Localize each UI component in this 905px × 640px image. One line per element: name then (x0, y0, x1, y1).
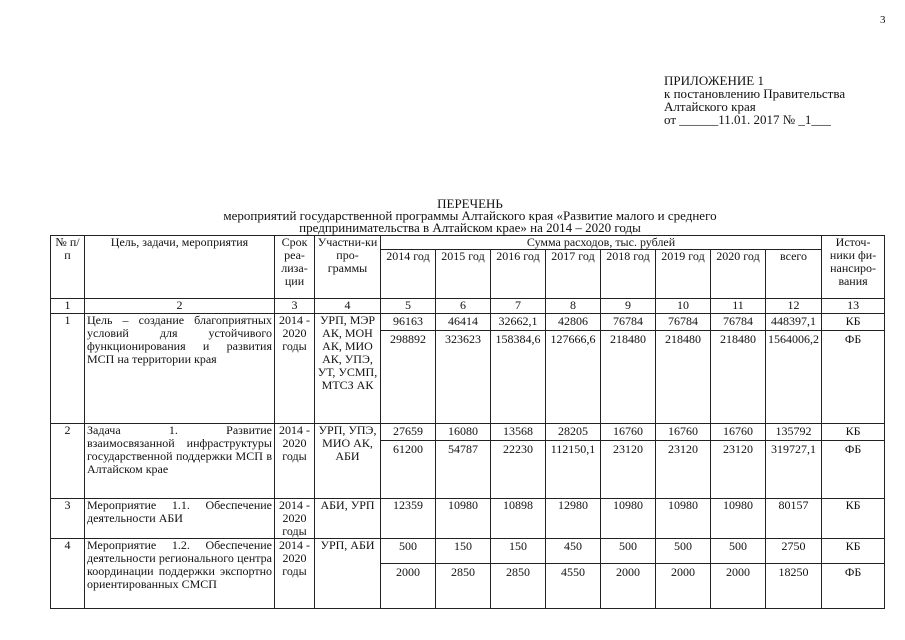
row-number: 4 (51, 539, 85, 609)
amount-kb: 10980 (436, 499, 491, 539)
amount-kb: 10980 (711, 499, 766, 539)
amount-cell (491, 314, 546, 424)
amount-fb: 2000 (616, 565, 640, 579)
row-number: 1 (51, 314, 85, 424)
amount-kb: 32662,1 (491, 314, 545, 331)
row-participants: УРП, УПЭ, МИО АК, АБИ (315, 424, 381, 499)
column-number: 5 (381, 299, 436, 314)
amount-fb: 61200 (393, 442, 423, 456)
header-row (51, 236, 885, 250)
amount-kb: 16760 (601, 424, 655, 441)
amount-kb: 76784 (601, 314, 655, 331)
amount-cell (546, 539, 601, 609)
appendix-line-3: Алтайского края (664, 99, 756, 114)
amount-cell (766, 424, 822, 499)
row-goal: Задача 1. Развитие взаимосвязанной инфраструктуры государственной поддержки МСП в Алтайском крае (85, 424, 275, 499)
row-term: 2014 - 2020 годы (275, 539, 315, 609)
amount-cell (546, 314, 601, 424)
column-number: 1 (51, 299, 85, 314)
amount-kb: 80157 (766, 499, 822, 539)
column-number: 11 (711, 299, 766, 314)
amount-cell (711, 314, 766, 424)
column-number: 9 (601, 299, 656, 314)
amount-cell (436, 539, 491, 609)
amount-kb: 16080 (436, 424, 490, 441)
amount-kb: 500 (656, 539, 710, 564)
appendix-line-2: к постановлению Правительства (664, 86, 846, 101)
column-number: 8 (546, 299, 601, 314)
header-year: 2015 год (436, 250, 491, 299)
amount-cell (381, 539, 436, 609)
header-year: 2019 год (656, 250, 711, 299)
amount-fb: 54787 (448, 442, 478, 456)
amount-cell (546, 424, 601, 499)
amount-fb: 319727,1 (771, 442, 817, 456)
column-number: 3 (275, 299, 315, 314)
amount-kb: 12359 (381, 499, 436, 539)
amount-kb: 2750 (766, 539, 821, 564)
amount-fb: 112150,1 (550, 442, 596, 456)
amount-cell (656, 424, 711, 499)
amount-cell (436, 314, 491, 424)
appendix-header (664, 74, 845, 126)
row-participants: УРП, АБИ (315, 539, 381, 609)
appendix-line-1: ПРИЛОЖЕНИЕ 1 (664, 73, 764, 88)
source-kb: КБ (822, 499, 885, 539)
amount-cell (381, 424, 436, 499)
amount-kb: 76784 (656, 314, 710, 331)
amount-cell (491, 539, 546, 609)
source-kb: КБ (822, 314, 884, 331)
row-number: 2 (51, 424, 85, 499)
amount-kb: 448397,1 (766, 314, 821, 331)
document-title: ПЕРЕЧЕНЬ (437, 196, 503, 211)
amount-cell (711, 539, 766, 609)
amount-cell (656, 539, 711, 609)
amount-kb: 135792 (766, 424, 821, 441)
amount-cell (766, 539, 822, 609)
page-number: 3 (880, 14, 886, 26)
amount-fb: 22230 (503, 442, 533, 456)
header-total: всего (766, 250, 822, 299)
amount-fb: 1564006,2 (768, 332, 820, 346)
amount-kb: 96163 (381, 314, 435, 331)
amount-cell (381, 314, 436, 424)
measures-table (50, 235, 885, 609)
amount-kb: 10980 (601, 499, 656, 539)
amount-kb: 27659 (381, 424, 435, 441)
amount-fb: 18250 (778, 565, 809, 579)
amount-cell (601, 424, 656, 499)
amount-fb: 2000 (671, 565, 695, 579)
amount-kb: 500 (711, 539, 765, 564)
amount-kb: 46414 (436, 314, 490, 331)
amount-kb: 150 (436, 539, 490, 564)
source-cell (822, 424, 885, 499)
source-cell (822, 314, 885, 424)
row-goal: Мероприятие 1.1. Обеспечение деятельности АБИ (85, 499, 275, 539)
row-number: 3 (51, 499, 85, 539)
amount-kb: 150 (491, 539, 545, 564)
amount-kb: 450 (546, 539, 600, 564)
header-sum: Сумма расходов, тыс. рублей (381, 236, 822, 250)
amount-cell (656, 314, 711, 424)
header-year: 2017 год (546, 250, 601, 299)
amount-fb: 127666,6 (550, 332, 596, 346)
amount-kb: 28205 (546, 424, 600, 441)
amount-fb: 23120 (668, 442, 698, 456)
amount-fb: 23120 (613, 442, 643, 456)
source-cell (822, 539, 885, 609)
amount-fb: 2000 (396, 565, 420, 579)
source-fb: ФБ (844, 332, 862, 346)
source-kb: КБ (822, 539, 884, 564)
amount-fb: 23120 (723, 442, 753, 456)
document-subtitle-line-1: мероприятий государственной программы Алтайского края «Развитие малого и среднего (223, 208, 717, 223)
header-year: 2014 год (381, 250, 436, 299)
document-subtitle-line-2: предпринимательства в Алтайском крае» на 2014 – 2020 годы (299, 220, 641, 235)
row-goal: Цель – создание благоприятных условий для устойчивого функционирования и развития МСП на территории края (85, 314, 275, 424)
amount-cell (601, 314, 656, 424)
amount-cell (436, 424, 491, 499)
column-number: 7 (491, 299, 546, 314)
amount-kb: 42806 (546, 314, 600, 331)
row-goal: Мероприятие 1.2. Обеспечение деятельности регионального центра координации поддержки экспортно ориентированных СМСП (85, 539, 275, 609)
amount-fb: 218480 (720, 332, 756, 346)
amount-kb: 10980 (656, 499, 711, 539)
amount-kb: 10898 (491, 499, 546, 539)
amount-kb: 500 (601, 539, 655, 564)
column-number: 12 (766, 299, 822, 314)
header-year: 2018 год (601, 250, 656, 299)
amount-kb: 500 (381, 539, 435, 564)
amount-fb: 323623 (445, 332, 481, 346)
amount-fb: 158384,6 (495, 332, 541, 346)
column-number: 4 (315, 299, 381, 314)
header-goal: Цель, задачи, мероприятия (85, 236, 275, 299)
column-number: 10 (656, 299, 711, 314)
source-fb: ФБ (844, 442, 862, 456)
header-year: 2020 год (711, 250, 766, 299)
amount-kb: 13568 (491, 424, 545, 441)
source-fb: ФБ (844, 565, 862, 579)
column-number-row (51, 299, 885, 314)
amount-fb: 2000 (726, 565, 750, 579)
header-term: Срок реа-лиза-ции (275, 236, 315, 299)
amount-kb: 16760 (656, 424, 710, 441)
amount-fb: 2850 (451, 565, 475, 579)
amount-kb: 12980 (546, 499, 601, 539)
amount-kb: 76784 (711, 314, 765, 331)
amount-cell (601, 539, 656, 609)
amount-cell (711, 424, 766, 499)
row-term: 2014 - 2020 годы (275, 314, 315, 424)
amount-fb: 218480 (665, 332, 701, 346)
amount-cell (766, 314, 822, 424)
amount-kb: 16760 (711, 424, 765, 441)
table-row (51, 539, 885, 609)
amount-cell (491, 424, 546, 499)
table-row (51, 424, 885, 499)
table-row (51, 499, 885, 539)
amount-fb: 2850 (506, 565, 530, 579)
row-term: 2014 - 2020 годы (275, 499, 315, 539)
amount-fb: 298892 (390, 332, 426, 346)
row-participants: УРП, МЭР АК, МОН АК, МИО АК, УПЭ, УТ, УСМП, МТСЗ АК (315, 314, 381, 424)
header-source: Источ-ники фи-нансиро-вания (822, 236, 885, 299)
row-term: 2014 - 2020 годы (275, 424, 315, 499)
column-number: 6 (436, 299, 491, 314)
amount-fb: 218480 (610, 332, 646, 346)
header-year: 2016 год (491, 250, 546, 299)
amount-fb: 4550 (561, 565, 585, 579)
appendix-line-4: от ______11.01. 2017 № _1___ (664, 112, 831, 127)
column-number: 13 (822, 299, 885, 314)
source-kb: КБ (822, 424, 884, 441)
header-participants: Участни-ки про-граммы (315, 236, 381, 299)
table-row (51, 314, 885, 424)
row-participants: АБИ, УРП (315, 499, 381, 539)
header-num: № п/п (51, 236, 85, 299)
column-number: 2 (85, 299, 275, 314)
